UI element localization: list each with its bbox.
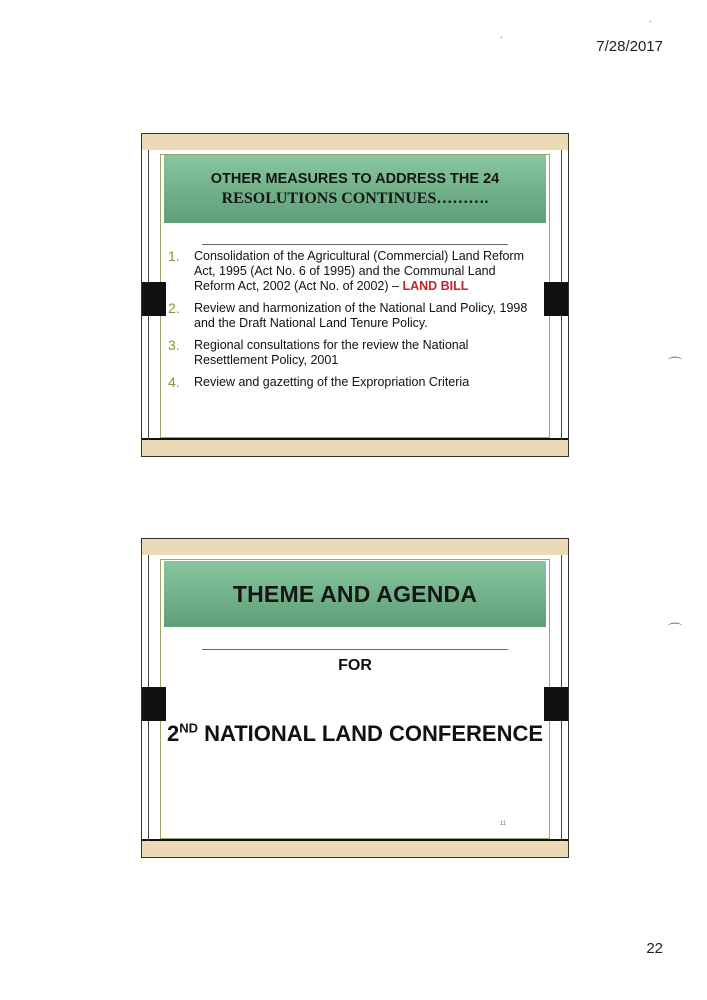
list-item (168, 375, 538, 390)
handout-mark-icon: ⌒ (668, 356, 682, 372)
list-item (168, 301, 538, 331)
slide-bottom-band (142, 440, 568, 456)
slide-thumbnail-measures (141, 133, 569, 457)
conference-ordinal-suffix: ND (179, 720, 198, 736)
item-text: Review and harmonization of the National Land Policy, 1998 and the Draft National Land Tenure Policy. (194, 301, 528, 330)
item-number: 4. (168, 374, 180, 390)
land-bill-highlight: LAND BILL (402, 279, 469, 293)
page-number: 22 (646, 940, 663, 957)
slide-title-line: OTHER MEASURES TO ADDRESS THE 24 (210, 171, 500, 187)
slide-side-tab (142, 282, 166, 316)
slide-side-tab (544, 282, 568, 316)
item-number: 2. (168, 300, 180, 316)
item-number: 3. (168, 337, 180, 353)
divider (202, 649, 508, 650)
slide-thumbnail-theme (141, 538, 569, 858)
slide-title: THEME AND AGENDA (164, 561, 546, 627)
slide-top-band (142, 539, 568, 555)
slide-page-mark: 11 (499, 821, 506, 827)
conference-title (142, 721, 568, 747)
item-text: Consolidation of the Agricultural (Commercial) Land Reform Act, 1995 (Act No. 6 of 1995) and the Communal Land Reform Act, 2002 (Act No. of 2002) – (194, 249, 525, 293)
slide-title-line: RESOLUTIONS CONTINUES………. (221, 190, 489, 207)
slide-side-tab (544, 687, 568, 721)
handout-mark-icon: ⌒ (668, 622, 682, 638)
list-item (168, 249, 538, 294)
scan-speck: . (649, 14, 652, 25)
item-number: 1. (168, 248, 180, 264)
slide-bottom-band (142, 841, 568, 857)
scan-speck: . (500, 30, 503, 41)
slide-title (164, 155, 546, 223)
for-label: FOR (338, 657, 372, 674)
page-date: 7/28/2017 (596, 38, 663, 55)
slide-side-tab (142, 687, 166, 721)
list-item (168, 338, 538, 368)
divider (202, 244, 508, 245)
slide-top-band (142, 134, 568, 150)
conference-ordinal: 2 (166, 721, 180, 746)
measures-list (168, 249, 538, 397)
conference-name: NATIONAL LAND CONFERENCE (197, 721, 544, 746)
item-text: Regional consultations for the review the National Resettlement Policy, 2001 (194, 338, 469, 367)
item-text: Review and gazetting of the Expropriation Criteria (194, 375, 470, 389)
